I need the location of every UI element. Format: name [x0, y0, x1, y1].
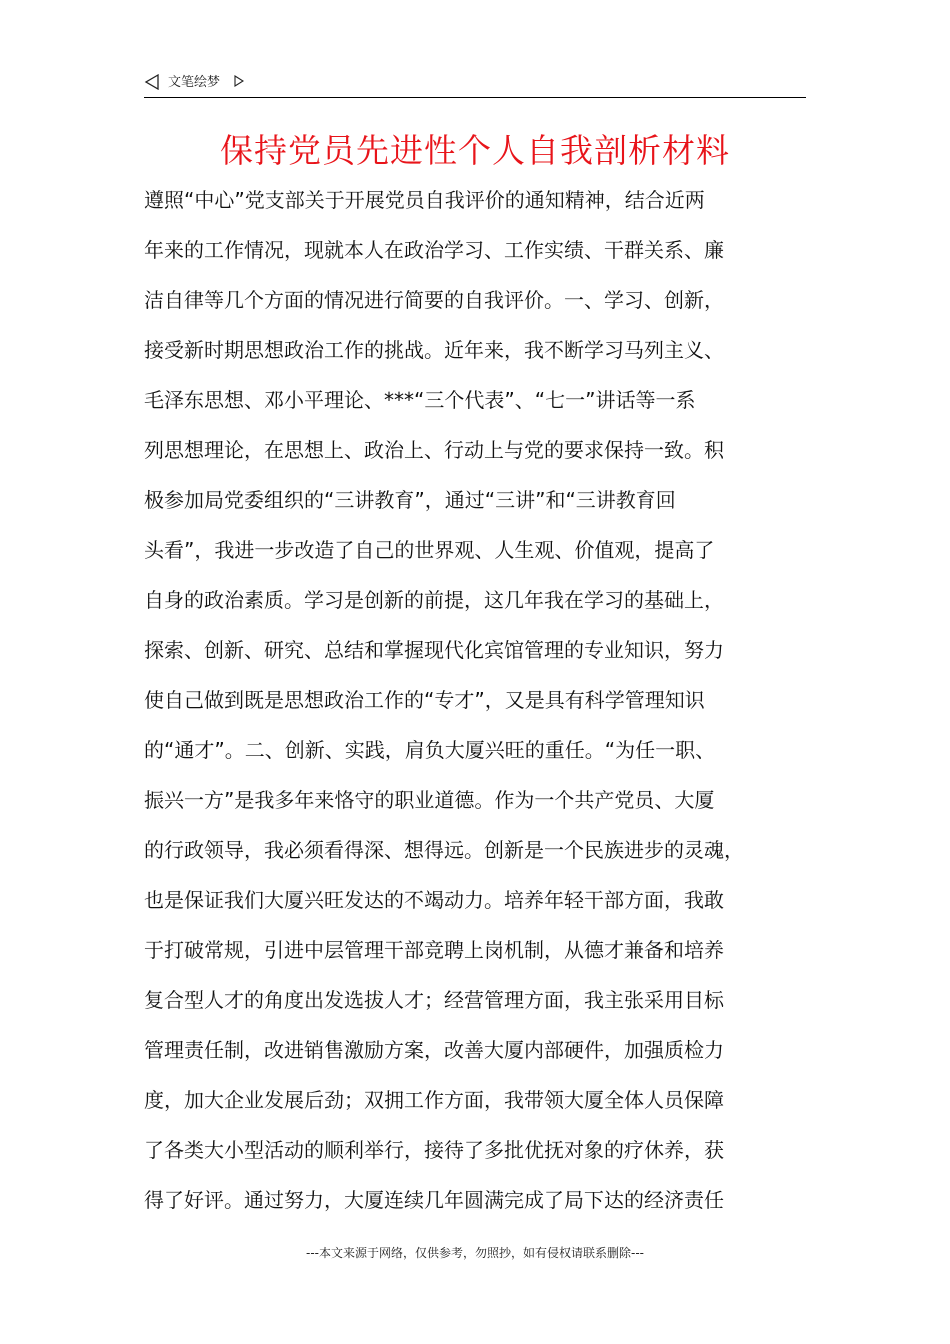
right-triangle-icon [234, 75, 244, 87]
body-line: 自身的政治素质。学习是创新的前提，这几年我在学习的基础上， [144, 588, 724, 612]
body-line: 洁自律等几个方面的情况进行简要的自我评价。一、学习、创新， [144, 288, 724, 312]
body-line: 毛泽东思想、邓小平理论、***“三个代表”、“七一”讲话等一系 [144, 388, 696, 412]
body-line: 探索、创新、研究、总结和掌握现代化宾馆管理的专业知识，努力 [144, 638, 724, 662]
body-line: 管理责任制，改进销售激励方案，改善大厦内部硬件，加强质检力 [144, 1038, 724, 1062]
body-line: 遵照“中心”党支部关于开展党员自我评价的通知精神，结合近两 [144, 188, 705, 212]
body-line: 了各类大小型活动的顺利举行，接待了多批优抚对象的疗休养，获 [144, 1138, 724, 1162]
body-line: 的行政领导，我必须看得深、想得远。创新是一个民族进步的灵魂， [144, 838, 744, 862]
document-footer: ---本文来源于网络，仅供参考，勿照抄，如有侵权请联系删除--- [306, 1246, 644, 1260]
document-header [144, 73, 806, 98]
body-line: 度，加大企业发展后劲；双拥工作方面，我带领大厦全体人员保障 [144, 1088, 724, 1112]
body-line: 接受新时期思想政治工作的挑战。近年来，我不断学习马列主义、 [144, 338, 724, 362]
body-line: 也是保证我们大厦兴旺发达的不竭动力。培养年轻干部方面，我敢 [144, 888, 724, 912]
body-line: 列思想理论，在思想上、政治上、行动上与党的要求保持一致。积 [144, 438, 724, 462]
body-line: 极参加局党委组织的“三讲教育”，通过“三讲”和“三讲教育回 [144, 488, 676, 512]
body-line: 得了好评。通过努力，大厦连续几年圆满完成了局下达的经济责任 [144, 1188, 724, 1212]
body-line: 振兴一方”是我多年来恪守的职业道德。作为一个共产党员、大厦 [144, 788, 715, 812]
body-line: 复合型人才的角度出发选拔人才；经营管理方面，我主张采用目标 [144, 988, 724, 1012]
header-brand: 文笔绘梦 [168, 75, 221, 90]
body-line: 年来的工作情况，现就本人在政治学习、工作实绩、干群关系、廉 [144, 238, 724, 262]
body-line: 头看”，我进一步改造了自己的世界观、人生观、价值观，提高了 [144, 538, 715, 562]
body-line: 使自己做到既是思想政治工作的“专才”，又是具有科学管理知识 [144, 688, 705, 712]
left-triangle-icon [144, 74, 160, 90]
document-body [144, 175, 808, 1225]
body-line: 的“通才”。二、创新、实践，肩负大厦兴旺的重任。“为任一职、 [144, 738, 716, 762]
document-title: 保持党员先进性个人自我剖析材料 [220, 131, 730, 170]
body-line: 于打破常规，引进中层管理干部竞聘上岗机制，从德才兼备和培养 [144, 938, 724, 962]
